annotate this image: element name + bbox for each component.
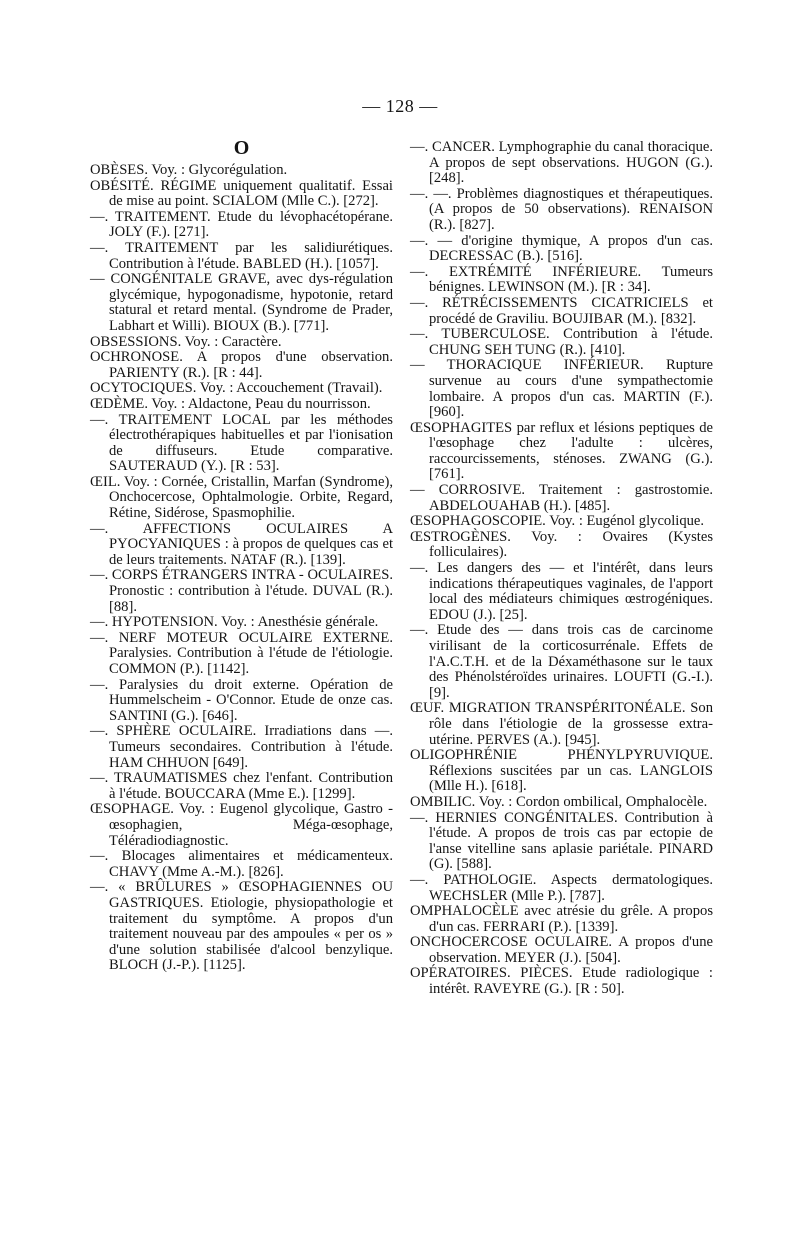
- index-entry: —. SPHÈRE OCULAIRE. Irradiations dans —. Tumeurs secondaires. Contribution à l'étude. HAM CHHUON [649].: [90, 723, 393, 771]
- index-entry: —. RÉTRÉCISSEMENTS CICATRICIELS et procédé de Graviliu. BOUJIBAR (M.). [832].: [410, 294, 713, 327]
- index-entry: —. CANCER. Lymphographie du canal thoracique. A propos de sept observations. HUGON (G.). [248].: [410, 139, 713, 187]
- index-entry: OMPHALOCÈLE avec atrésie du grêle. A propos d'un cas. FERRARI (P.). [1339].: [410, 903, 713, 935]
- index-entry: —. EXTRÉMITÉ INFÉRIEURE. Tumeurs bénignes. LEWINSON (M.). [R : 34].: [410, 263, 713, 296]
- index-entry: — THORACIQUE INFÉRIEUR. Rupture survenue au cours d'une sympathectomie lombaire. A propos d'un cas. MARTIN (F.). [960].: [410, 357, 713, 421]
- index-entry: OCYTOCIQUES. Voy. : Accouchement (Travail).: [90, 380, 383, 397]
- index-entry: ŒUF. MIGRATION TRANSPÉRITONÉALE. Son rôle dans l'étiologie de la grossesse extra-utérine. PERVES (A.). [945].: [410, 700, 713, 748]
- index-entry: —. TRAITEMENT par les salidiurétiques. Contribution à l'étude. BABLED (H.). [1057].: [90, 239, 393, 272]
- index-entry: ONCHOCERCOSE OCULAIRE. A propos d'une observation. MEYER (J.). [504].: [410, 934, 713, 966]
- index-entry: ŒSTROGÈNES. Voy. : Ovaires (Kystes folliculaires).: [410, 528, 713, 561]
- index-entry: OBÈSES. Voy. : Glycorégulation.: [90, 162, 288, 178]
- index-entry: —. —. Problèmes diagnostiques et thérapeutiques. (A propos de 50 observations). RENAISON (R.). [827].: [410, 185, 713, 233]
- index-entry: — CORROSIVE. Traitement : gastrostomie. ABDELOUAHAB (H.). [485].: [410, 482, 713, 514]
- index-entry: —. HERNIES CONGÉNITALES. Contribution à l'étude. A propos de trois cas par ectopie de l'anse vitelline sans aplasie pariétale. PINARD (G). [588].: [410, 809, 713, 873]
- index-entry: —. TRAITEMENT. Etude du lévophacétopérane. JOLY (F.). [271].: [90, 208, 393, 241]
- index-entry: ŒSOPHAGE. Voy. : Eugenol glycolique, Gastro - œsophagien, Méga-œsophage, Téléradiodiagnostic.: [90, 801, 393, 849]
- index-entry: —. NERF MOTEUR OCULAIRE EXTERNE. Paralysies. Contribution à l'étude de l'étiologie. COMMON (P.). [1142].: [90, 629, 393, 677]
- index-entry: OLIGOPHRÉNIE PHÉNYLPYRUVIQUE. Réflexions suscitées par un cas. LANGLOIS (Mlle H.). [618].: [410, 747, 713, 795]
- index-entry: ŒDÈME. Voy. : Aldactone, Peau du nourrisson.: [90, 395, 371, 412]
- index-entry: OBSESSIONS. Voy. : Caractère.: [90, 333, 282, 350]
- index-entry: —. TRAITEMENT LOCAL par les méthodes électrothérapiques habituelles et par l'ionisation de diffuseurs. Etude comparative. SAUTERAUD (Y.). [R : 53].: [90, 411, 393, 475]
- index-entry: —. Etude des — dans trois cas de carcinome virilisant de la corticosurrénale. Effets de l'A.C.T.H. et de la Déxaméthasone sur le taux des Phénolstéroïdes urinaires. LOUFTI (G.-I.). [9].: [410, 622, 713, 701]
- index-entry: —. HYPOTENSION. Voy. : Anesthésie générale.: [90, 614, 379, 631]
- index-entry: OMBILIC. Voy. : Cordon ombilical, Omphalocèle.: [410, 793, 708, 810]
- index-entry: —. Paralysies du droit externe. Opération de Hummelscheim - O'Connor. Etude de onze cas. SANTINI (G.). [646].: [90, 676, 393, 724]
- index-entry: ŒSOPHAGITES par reflux et lésions peptiques de l'œsophage chez l'adulte : ulcères, raccourcissements, sténoses. ZWANG (G.). [761].: [410, 419, 713, 483]
- index-entry: —. TRAUMATISMES chez l'enfant. Contribution à l'étude. BOUCCARA (Mme E.). [1299].: [90, 770, 393, 802]
- index-entry: —. Blocages alimentaires et médicamenteux. CHAVY (Mme A.-M.). [826].: [90, 848, 393, 880]
- index-entry: —. PATHOLOGIE. Aspects dermatologiques. WECHSLER (Mlle P.). [787].: [410, 871, 713, 904]
- index-entry: —. TUBERCULOSE. Contribution à l'étude. CHUNG SEH TUNG (R.). [410].: [410, 326, 713, 358]
- index-entry: OCHRONOSE. A propos d'une observation. PARIENTY (R.). [R : 44].: [90, 349, 393, 381]
- section-letter: O: [233, 137, 250, 159]
- index-entry: ŒIL. Voy. : Cornée, Cristallin, Marfan (Syndrome), Onchocercose, Ophtalmologie. Orbite, Regard, Rétine, Sidérose, Spasmophilie.: [90, 473, 393, 522]
- index-entry: —. — d'origine thymique, A propos d'un cas. DECRESSAC (B.). [516].: [410, 232, 713, 265]
- index-entry: OBÉSITÉ. RÉGIME uniquement qualitatif. Essai de mise au point. SCIALOM (Mlle C.). [272].: [90, 177, 393, 210]
- page-number: — 128 —: [362, 96, 438, 116]
- index-entry: —. CORPS ÉTRANGERS INTRA - OCULAIRES. Pronostic : contribution à l'étude. DUVAL (R.). [88].: [90, 567, 393, 615]
- right-column: [410, 140, 713, 998]
- index-entry: —. AFFECTIONS OCULAIRES A PYOCYANIQUES : à propos de quelques cas et de leurs traitements. NATAF (R.). [139].: [90, 520, 393, 568]
- index-entry: —. Les dangers des — et l'intérêt, dans leurs indications thérapeutiques vaginales, de l'apport local des médiateurs chimiques œstrogéniques. EDOU (J.). [25].: [410, 560, 713, 623]
- index-entry: — CONGÉNITALE GRAVE, avec dys-régulation glycémique, hypogonadisme, hypotonie, retard statural et retard mental. (Syndrome de Prader, Labhart et Willi). BIOUX (B.). [771].: [90, 271, 393, 334]
- index-entry: OPÉRATOIRES. PIÈCES. Etude radiologique : intérêt. RAVEYRE (G.). [R : 50].: [410, 965, 713, 998]
- index-entry: ŒSOPHAGOSCOPIE. Voy. : Eugénol glycolique.: [410, 513, 705, 530]
- left-column: [90, 138, 393, 974]
- index-entry: —. « BRÛLURES » ŒSOPHAGIENNES OU GASTRIQUES. Etiologie, physiopathologie et traitement du symptôme. A propos d'un traitement nouveau par des ampoules « per os » d'une solution stabilisée d'alcool benzylique. BLOCH (J.-P.). [1125].: [90, 879, 393, 974]
